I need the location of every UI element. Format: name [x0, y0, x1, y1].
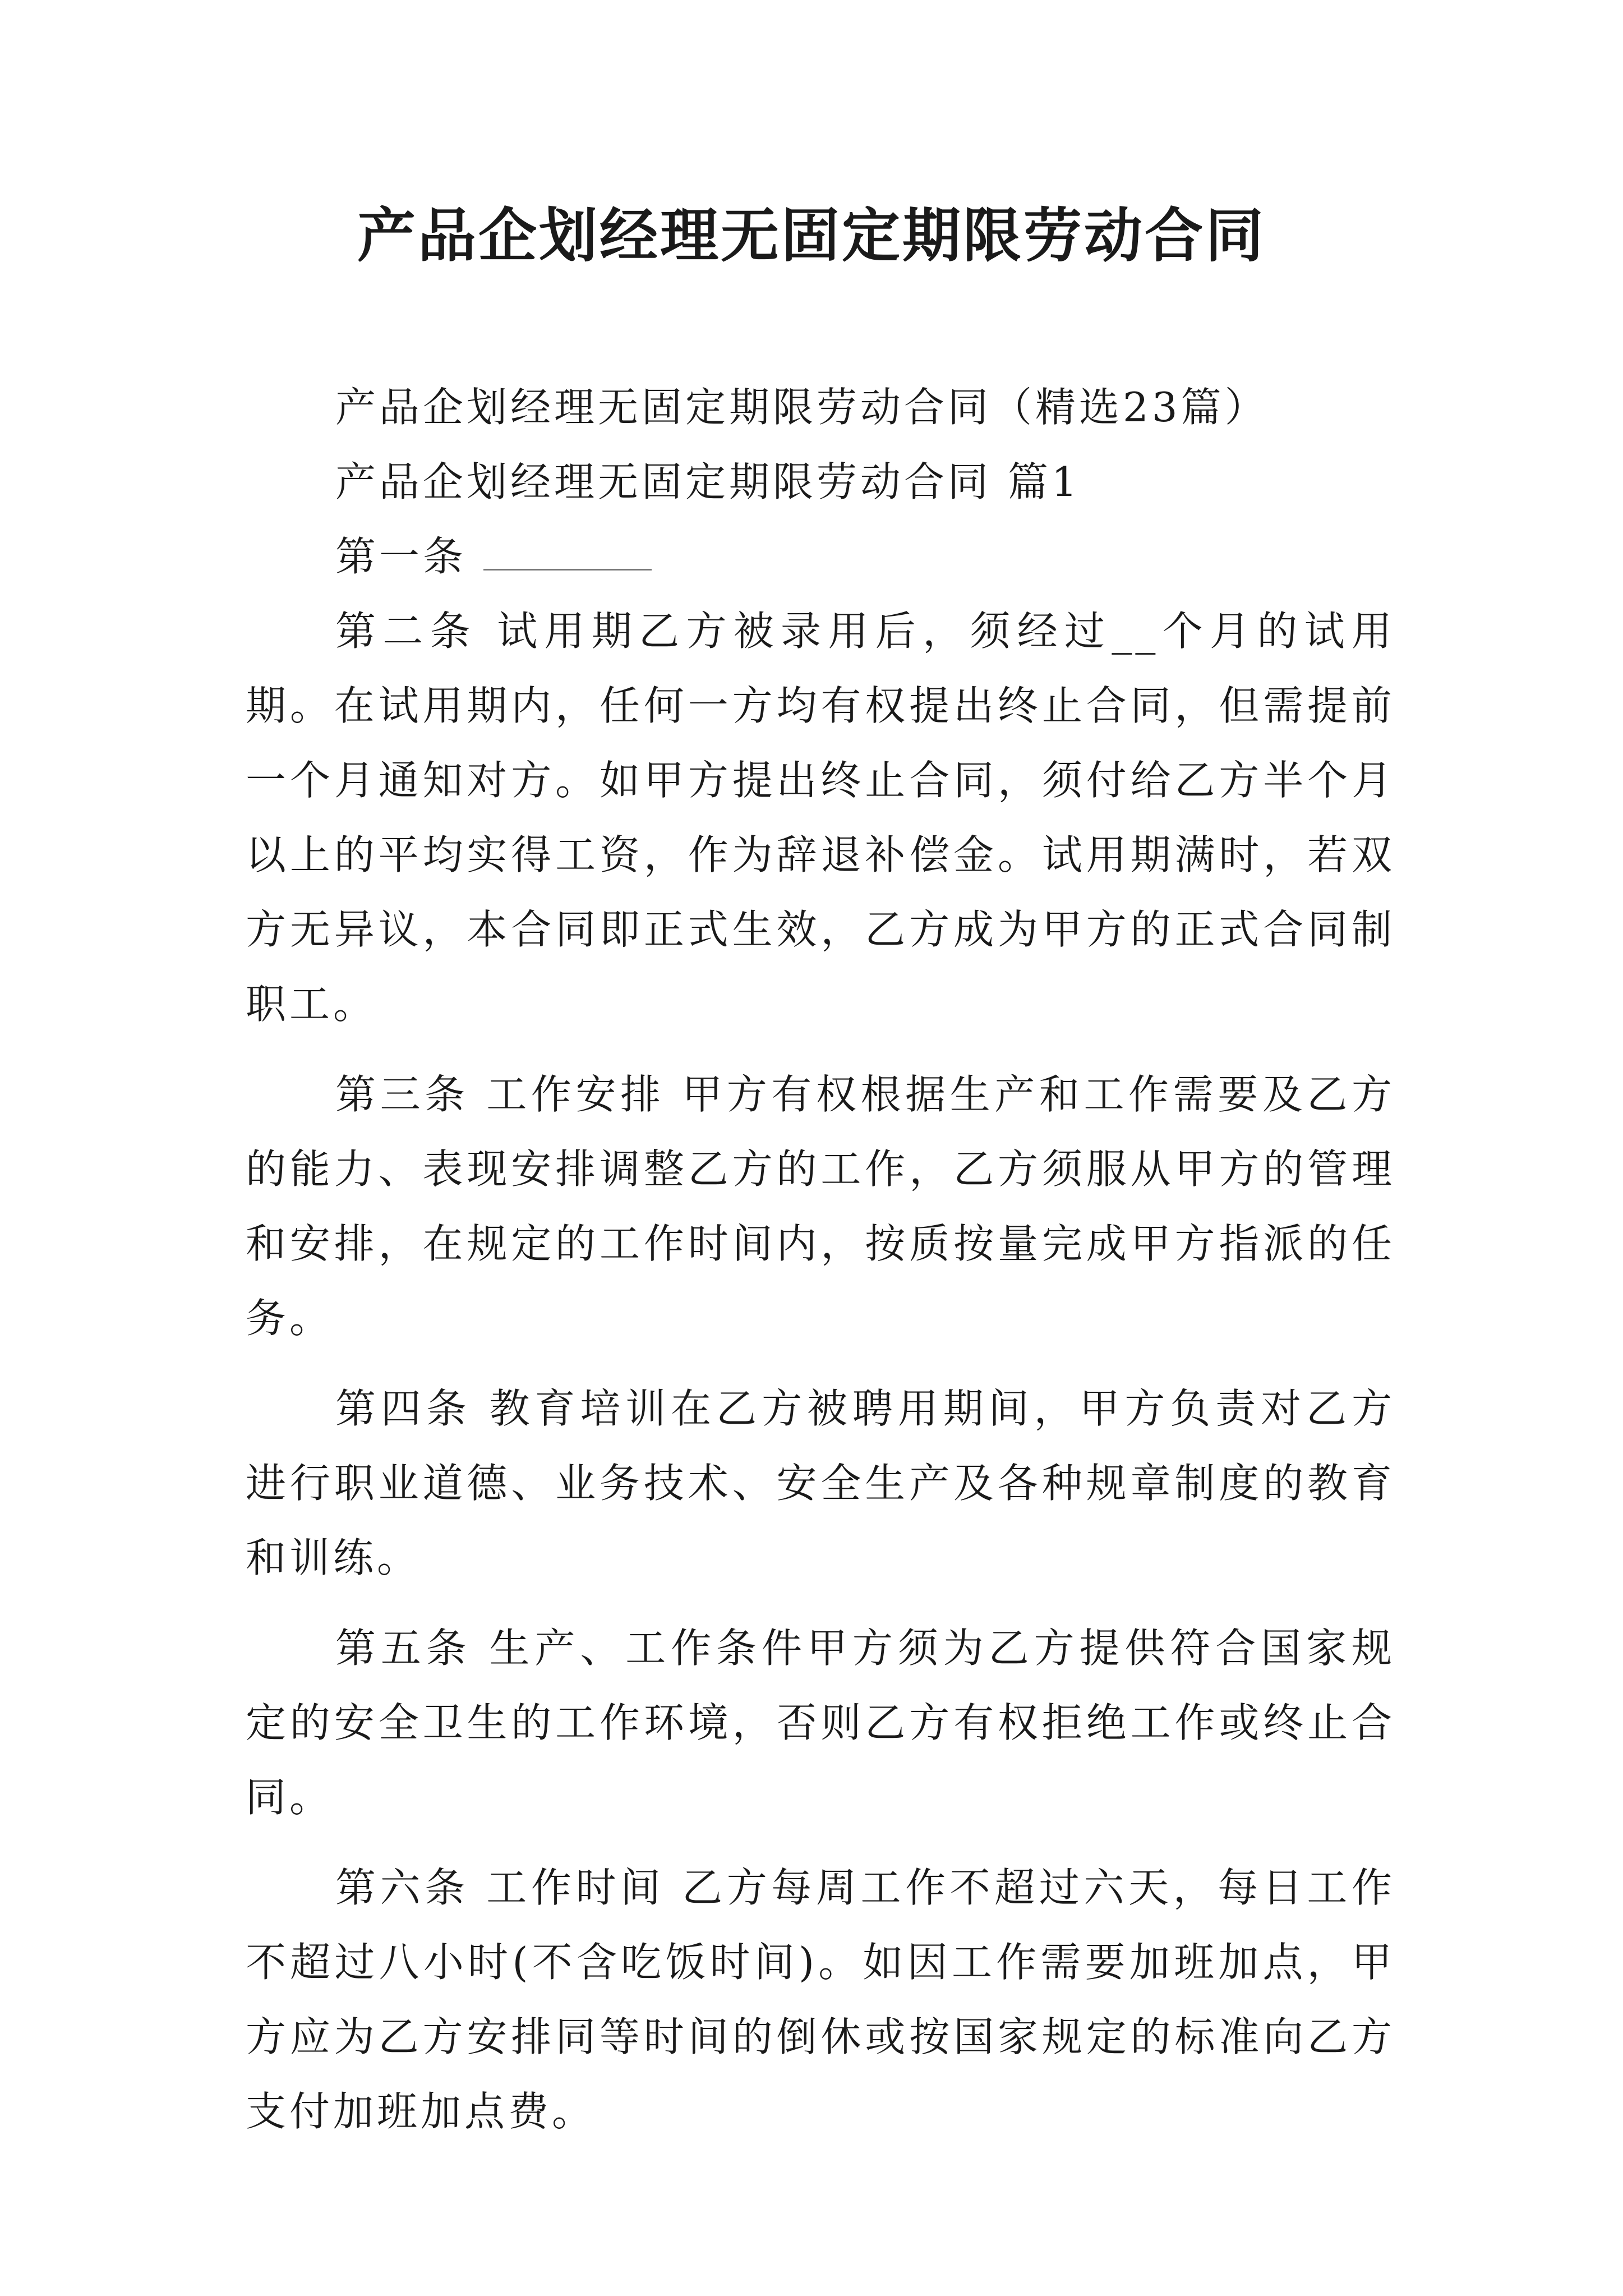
paragraph-article-1	[246, 519, 1395, 594]
article-1-label: 第一条	[335, 533, 467, 580]
paragraph-section-heading: 产品企划经理无固定期限劳动合同 篇1	[335, 458, 1081, 505]
document-body	[246, 370, 1395, 2149]
paragraph-subtitle: 产品企划经理无固定期限劳动合同（精选23篇）	[335, 384, 1269, 431]
paragraph-article-5: 第五条 生产、工作条件甲方须为乙方提供符合国家规定的安全卫生的工作环境，否则乙方有权拒绝工作或终止合同。	[246, 1625, 1395, 1821]
fill-in-blank	[483, 535, 652, 570]
paragraph-article-3: 第三条 工作安排 甲方有权根据生产和工作需要及乙方的能力、表现安排调整乙方的工作，乙方须服从甲方的管理和安排，在规定的工作时间内，按质按量完成甲方指派的任务。	[246, 1071, 1395, 1342]
paragraph-article-6: 第六条 工作时间 乙方每周工作不超过六天，每日工作不超过八小时(不含吃饭时间)。如因工作需要加班加点，甲方应为乙方安排同等时间的倒休或按国家规定的标准向乙方支付加班加点费。	[246, 1864, 1395, 2135]
document-title: 产品企划经理无固定期限劳动合同	[357, 201, 1266, 270]
paragraph-article-4: 第四条 教育培训在乙方被聘用期间，甲方负责对乙方进行职业道德、业务技术、安全生产及各种规章制度的教育和训练。	[246, 1385, 1395, 1581]
paragraph-article-2: 第二条 试用期乙方被录用后，须经过__个月的试用期。在试用期内，任何一方均有权提出终止合同，但需提前一个月通知对方。如甲方提出终止合同，须付给乙方半个月以上的平均实得工资，作为辞退补偿金。试用期满时，若双方无异议，本合同即正式生效，乙方成为甲方的正式合同制职工。	[246, 608, 1395, 1028]
